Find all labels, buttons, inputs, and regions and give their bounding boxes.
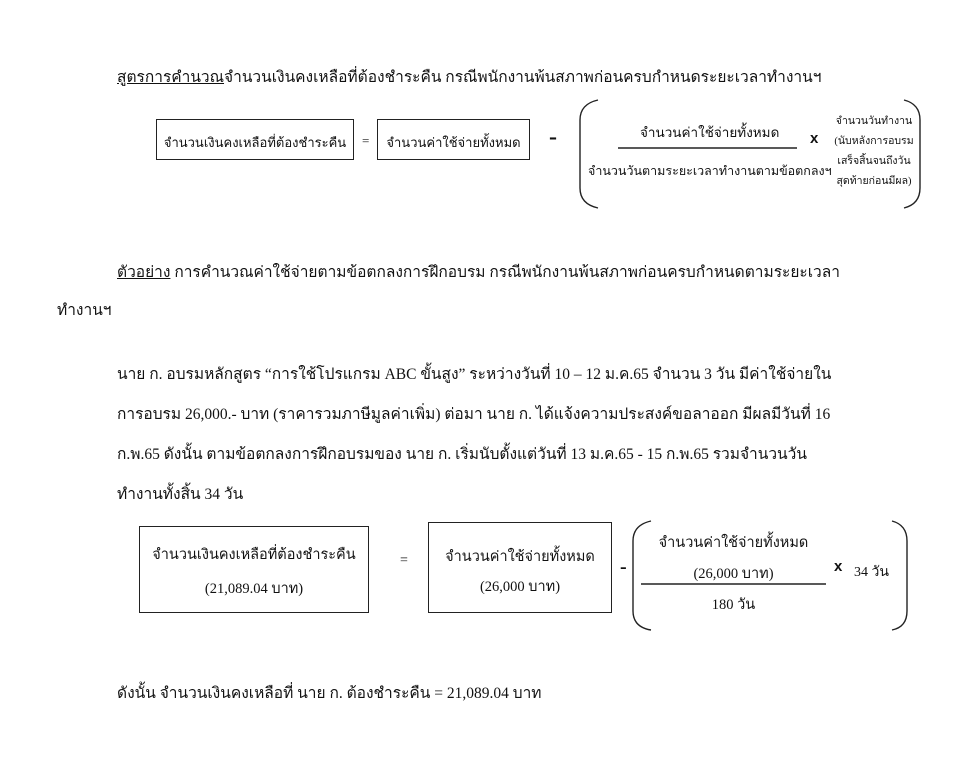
- example-denominator: 180 วัน: [711, 597, 756, 613]
- example-days: 34 วัน: [854, 565, 889, 580]
- formula-times: x: [810, 130, 819, 147]
- formula-result-box: [156, 119, 354, 160]
- formula-heading: [117, 70, 821, 86]
- example-equals: =: [400, 553, 408, 568]
- formula-heading-label: สูตรการคำนวณ: [117, 69, 225, 86]
- example-right-bracket: [892, 521, 907, 630]
- example-total-value: (26,000 บาท): [479, 579, 561, 595]
- formula-result-label: จำนวนเงินคงเหลือที่ต้องชำระคืน: [163, 135, 347, 150]
- formula-total-box: [377, 119, 530, 160]
- example-body-line: การอบรม 26,000.- บาท (ราคารวมภาษีมูลค่าเพิ่ม) ต่อมา นาย ก. ได้แจ้งความประสงค์ขอลาออก มีผลมีวันที่ 16: [117, 406, 831, 423]
- example-heading-continued: ทำงานฯ: [57, 302, 112, 319]
- formula-numerator: จำนวนค่าใช้จ่ายทั้งหมด: [640, 125, 780, 140]
- example-total-label: จำนวนค่าใช้จ่ายทั้งหมด: [445, 549, 595, 565]
- example-times: x: [834, 558, 843, 575]
- example-body-line: ทำงานทั้งสิ้น 34 วัน: [117, 486, 244, 503]
- example-result-box: [139, 526, 369, 613]
- example-numerator-value: (26,000 บาท): [693, 566, 774, 582]
- formula-days-block: [830, 112, 918, 192]
- example-heading: [117, 265, 840, 281]
- formula-minus: -: [549, 124, 557, 150]
- formula-left-bracket: [580, 100, 598, 208]
- formula-days-line: จำนวนวันทำงาน: [835, 116, 913, 127]
- example-result-label: จำนวนเงินคงเหลือที่ต้องชำระคืน: [152, 547, 356, 563]
- example-body-line: นาย ก. อบรมหลักสูตร “การใช้โปรแกรม ABC ขั้นสูง” ระหว่างวันที่ 10 – 12 ม.ค.65 จำนวน 3 วัน มีค่าใช้จ่ายใน: [117, 366, 832, 383]
- formula-days-line: เสร็จสิ้นจนถึงวัน: [837, 156, 911, 167]
- formula-equals: =: [362, 133, 370, 148]
- formula-heading-text: จำนวนเงินคงเหลือที่ต้องชำระคืน กรณีพนักงานพ้นสภาพก่อนครบกำหนดระยะเวลาทำงานฯ: [224, 69, 822, 86]
- conclusion-text: ดังนั้น จำนวนเงินคงเหลือที่ นาย ก. ต้องชำระคืน = 21,089.04 บาท: [117, 685, 542, 702]
- example-heading-text: การคำนวณค่าใช้จ่ายตามข้อตกลงการฝึกอบรม กรณีพนักงานพ้นสภาพก่อนครบกำหนดตามระยะเวลา: [170, 264, 840, 281]
- formula-total-label: จำนวนค่าใช้จ่ายทั้งหมด: [386, 135, 521, 150]
- example-minus: -: [620, 556, 627, 578]
- example-body-line: ก.พ.65 ดังนั้น ตามข้อตกลงการฝึกอบรมของ นาย ก. เริ่มนับตั้งแต่วันที่ 13 ม.ค.65 - 15 ก.พ.65 รวมจำนวนวัน: [117, 446, 807, 463]
- example-result-value: (21,089.04 บาท): [204, 581, 304, 597]
- example-heading-label: ตัวอย่าง: [117, 264, 171, 281]
- formula-days-line: สุดท้ายก่อนมีผล): [836, 176, 912, 187]
- formula-days-line: (นับหลังการอบรม: [834, 136, 914, 147]
- example-numerator-label: จำนวนค่าใช้จ่ายทั้งหมด: [658, 535, 809, 551]
- example-total-box: [428, 522, 612, 613]
- formula-denominator: จำนวนวันตามระยะเวลาทำงานตามข้อตกลงฯ: [588, 164, 832, 178]
